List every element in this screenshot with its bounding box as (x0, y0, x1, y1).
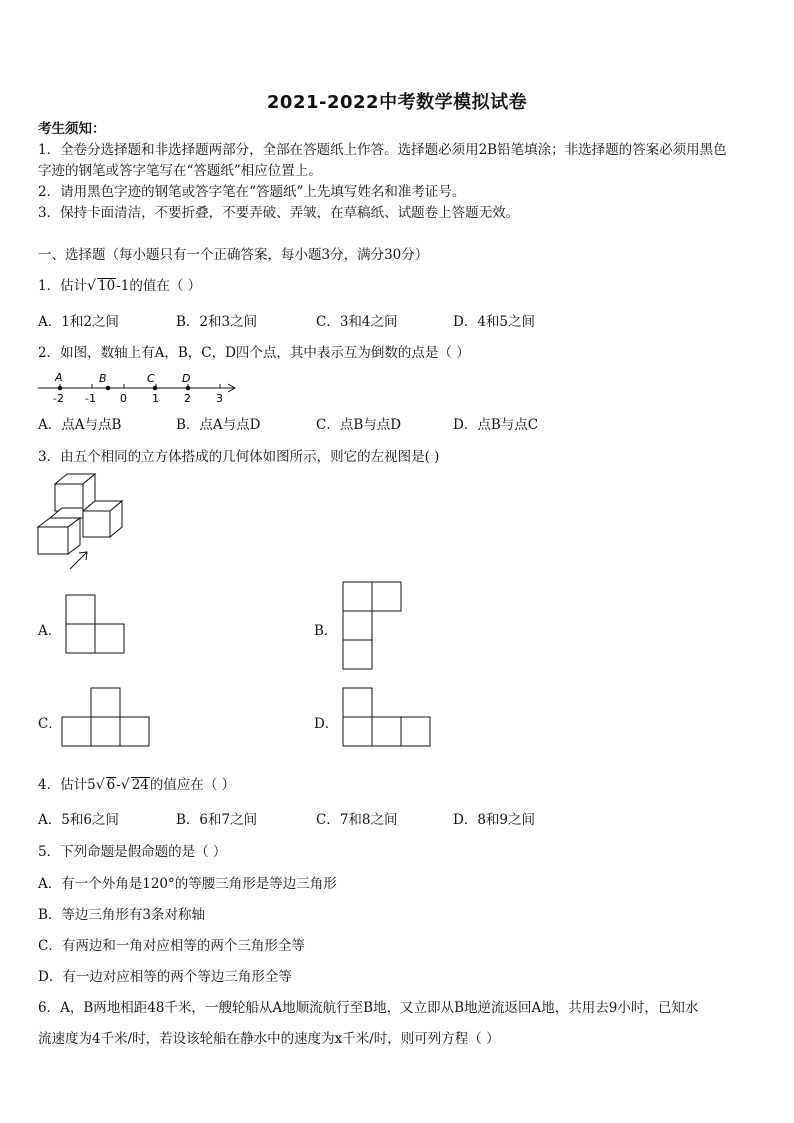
q4-option-b: B．6和7之间 (176, 812, 258, 828)
notice-heading: 考生须知： (38, 121, 106, 137)
tick-label-3: 3 (216, 392, 223, 405)
notice-item-2: 2．请用黑色字迹的钢笔或答字笔在“答题纸”上先填写姓名和准考证号。 (38, 184, 466, 200)
q1-option-d: D．4和5之间 (453, 314, 536, 330)
q4-minus: - (116, 777, 121, 793)
q5-option-a: A．有一个外角是120°的等腰三角形是等边三角形 (38, 876, 337, 892)
page-title: 2021-2022中考数学模拟试卷 (266, 92, 528, 113)
q4-option-d: D．8和9之间 (453, 812, 536, 828)
point-a-dot (58, 386, 63, 391)
notice-item-3: 3．保持卡面清洁，不要折叠，不要弄破、弄皱，在草稿纸、试题卷上答题无效。 (38, 205, 520, 221)
question-6-line-1: 6．A，B两地相距48千米，一艘轮船从A地顺流航行至B地，又立即从B地逆流返回A地，共用去9小时，已知水 (38, 1000, 699, 1016)
tick-label-neg1: -1 (85, 392, 96, 405)
tick-label-1: 1 (152, 392, 159, 405)
q5-option-b: B．等边三角形有3条对称轴 (38, 907, 206, 923)
notice-item-1: 1．全卷分选择题和非选择题两部分，全部在答题纸上作答。选择题必须用2B铅笔填涂；非选择题的答案必须用黑色 (38, 142, 727, 158)
q1-radicand: 10 (98, 278, 116, 294)
q1-prefix: 1．估计 (38, 278, 88, 294)
radical-sign-icon: √ (120, 777, 130, 793)
q2-option-c: C．点B与点D (316, 417, 402, 433)
point-b-label: B (99, 372, 107, 385)
q1-option-a: A．1和2之间 (38, 314, 119, 330)
q4-radicand-2: 24 (131, 777, 149, 793)
q3-option-a-label: A． (38, 623, 62, 639)
q3-option-d-figure (342, 687, 434, 749)
cube-solid-figure (34, 470, 130, 574)
question-2-stem: 2．如图，数轴上有A，B，C，D四个点，其中表示互为倒数的点是（ ） (38, 345, 470, 361)
section-heading: 一、选择题（每小题只有一个正确答案，每小题3分，满分30分） (38, 247, 429, 263)
number-line-diagram (36, 368, 246, 406)
q2-option-a: A．点A与点B (38, 417, 122, 433)
point-a-label: A (55, 371, 63, 384)
point-b-dot (106, 386, 111, 391)
tick-label-0: 0 (120, 392, 127, 405)
notice-item-1-cont: 字迹的钢笔或答字笔写在“答题纸”相应位置上。 (38, 163, 322, 179)
question-6-line-2: 流速度为4千米/时，若设该轮船在静水中的速度为x千米/时，则可列方程（ ） (38, 1031, 500, 1047)
point-d-dot (186, 386, 191, 391)
q1-option-c: C．3和4之间 (316, 314, 398, 330)
q3-option-c-figure (61, 687, 153, 749)
q3-option-a-figure (65, 594, 127, 656)
tick-label-neg2: -2 (53, 392, 64, 405)
question-5-stem: 5．下列命题是假命题的是（ ） (38, 844, 227, 860)
radical-sign-icon: √ (95, 777, 105, 793)
q3-option-b-figure (342, 581, 404, 673)
q3-option-c-label: C． (38, 716, 62, 732)
tick-label-2: 2 (184, 392, 191, 405)
q1-option-b: B．2和3之间 (176, 314, 258, 330)
point-c-dot (153, 386, 158, 391)
q3-option-d-label: D． (314, 716, 339, 732)
radical-sign-icon: √ (87, 278, 97, 294)
q4-option-c: C．7和8之间 (316, 812, 398, 828)
q1-suffix: -1的值在（ ） (116, 278, 202, 294)
question-1-stem (38, 277, 201, 295)
q2-option-d: D．点B与点C (453, 417, 539, 433)
view-direction-arrow (70, 552, 87, 569)
q5-option-d: D．有一边对应相等的两个等边三角形全等 (38, 969, 292, 985)
point-d-label: D (182, 372, 191, 385)
q4-radicand-1: 6 (106, 777, 116, 793)
question-3-stem: 3．由五个相同的立方体搭成的几何体如图所示，则它的左视图是( ) (38, 449, 440, 465)
q5-option-c: C．有两边和一角对应相等的两个三角形全等 (38, 938, 305, 954)
q4-option-a: A．5和6之间 (38, 812, 119, 828)
q4-suffix: 的值应在（ ） (149, 777, 236, 793)
point-c-label: C (147, 372, 155, 385)
q4-prefix: 4．估计5 (38, 777, 96, 793)
q2-option-b: B．点A与点D (176, 417, 261, 433)
q3-option-b-label: B． (314, 623, 338, 639)
question-4-stem (38, 776, 235, 794)
